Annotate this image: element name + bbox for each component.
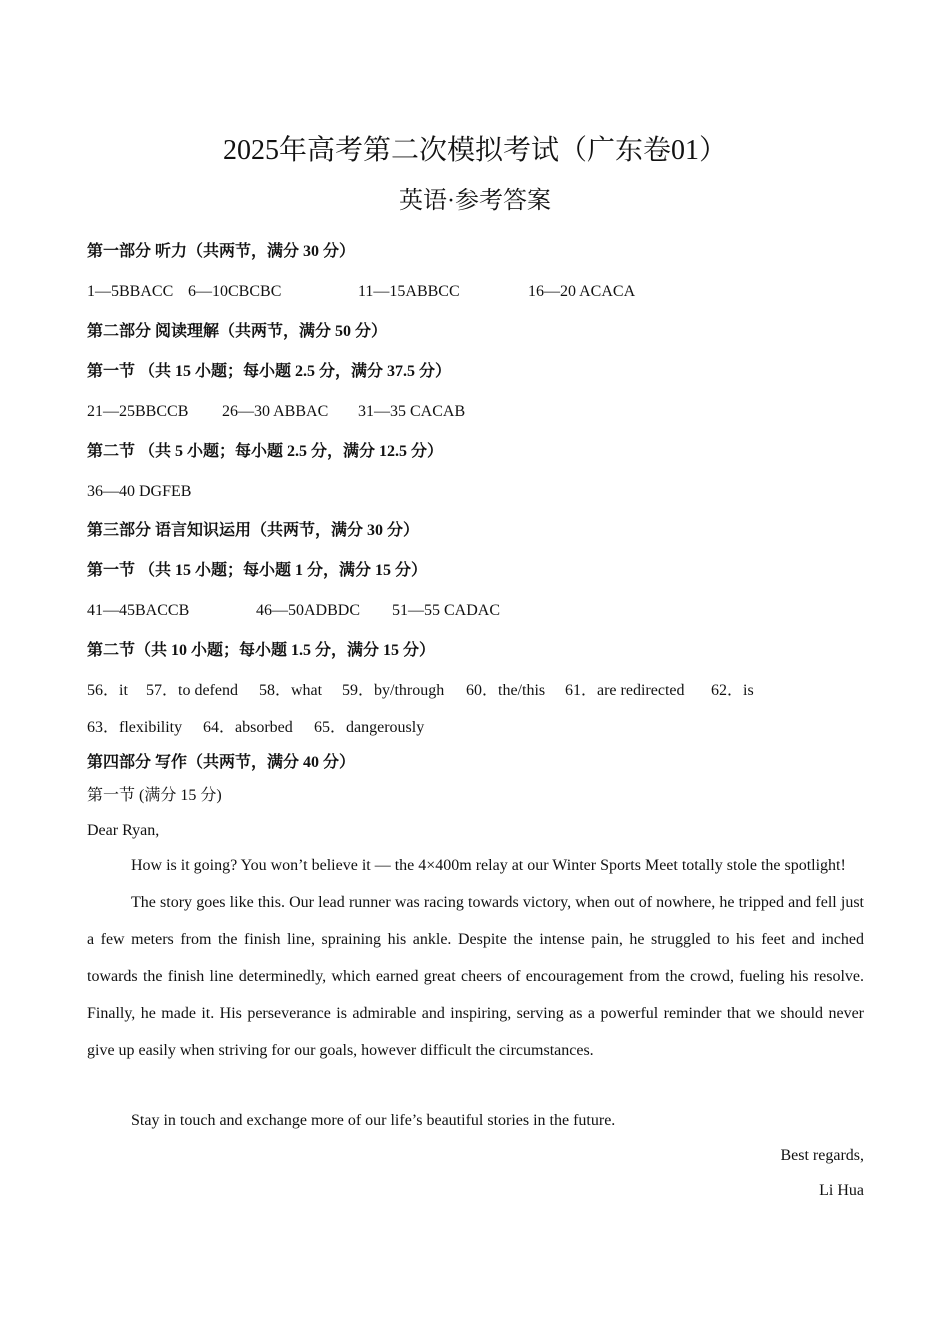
answer-item: 56．it: [87, 682, 128, 699]
answer-group: 11—15ABBCC: [358, 283, 460, 300]
answer-item: 62．is: [711, 682, 754, 699]
letter-paragraph: Stay in touch and exchange more of our life’s beautiful stories in the future.: [131, 1112, 616, 1129]
answer-item: 63．flexibility: [87, 719, 183, 736]
answer-group: 1—5BBACC: [87, 283, 174, 300]
letter-paragraph: The story goes like this. Our lead runner was racing towards victory, when out of nowhere, he tripped and fell just a few meters from the finish line, spraining his ankle. Despite the intense pain, he struggled to his feet and inched towards the finish line determinedly, which earned great cheers of encouragement from the crowd, fueling his resolve. Finally, he made it. His perseverance is admirable and inspiring, serving as a powerful reminder that we should never give up easily when striving for our goals, however difficult the circumstances.: [87, 894, 864, 1059]
answer-group: 46—50ADBDC: [256, 602, 361, 619]
part3-heading: 第三部分 语言知识运用（共两节，满分 30 分）: [87, 522, 420, 539]
answer-group: 41—45BACCB: [87, 602, 190, 619]
part1-heading: 第一部分 听力（共两节，满分 30 分）: [87, 243, 356, 260]
letter-body: [87, 847, 864, 1069]
answer-group: 31—35 CACAB: [358, 403, 466, 420]
part4-section1-heading: 第一节 (满分 15 分): [87, 787, 222, 804]
answer-item: 64．absorbed: [203, 719, 293, 736]
part3-section1-heading: 第一节 （共 15 小题；每小题 1 分，满分 15 分）: [87, 562, 428, 579]
answer-group: 26—30 ABBAC: [222, 403, 329, 420]
answer-item: 59．by/through: [342, 682, 445, 699]
answer-item: 60．the/this: [466, 682, 546, 699]
answer-group: 21—25BBCCB: [87, 403, 189, 420]
part4-heading: 第四部分 写作（共两节，满分 40 分）: [87, 754, 356, 771]
letter-signature: Li Hua: [819, 1182, 864, 1199]
answer-group: 6—10CBCBC: [188, 283, 282, 300]
page-title: 2025年高考第二次模拟考试（广东卷01）: [222, 135, 727, 166]
letter-salutation: Dear Ryan,: [87, 822, 160, 839]
part2-section2-heading: 第二节 （共 5 小题；每小题 2.5 分，满分 12.5 分）: [87, 443, 444, 460]
answer-group: 36—40 DGFEB: [87, 483, 192, 500]
page-subtitle: 英语·参考答案: [399, 188, 551, 214]
answer-group: 16—20 ACACA: [528, 283, 636, 300]
answer-group: 51—55 CADAC: [392, 602, 501, 619]
answer-item: 58．what: [259, 682, 323, 699]
letter-paragraph: How is it going? You won’t believe it — the 4×400m relay at our Winter Sports Meet totally stole the spotlight!: [131, 857, 846, 874]
answer-item: 57．to defend: [146, 682, 238, 699]
answer-item: 65．dangerously: [314, 719, 425, 736]
part2-section1-heading: 第一节 （共 15 小题；每小题 2.5 分，满分 37.5 分）: [87, 363, 452, 380]
part2-heading: 第二部分 阅读理解（共两节，满分 50 分）: [87, 323, 388, 340]
answer-item: 61．are redirected: [565, 682, 685, 699]
letter-closing: Best regards,: [780, 1147, 864, 1164]
part3-section2-heading: 第二节（共 10 小题；每小题 1.5 分，满分 15 分）: [87, 642, 436, 659]
